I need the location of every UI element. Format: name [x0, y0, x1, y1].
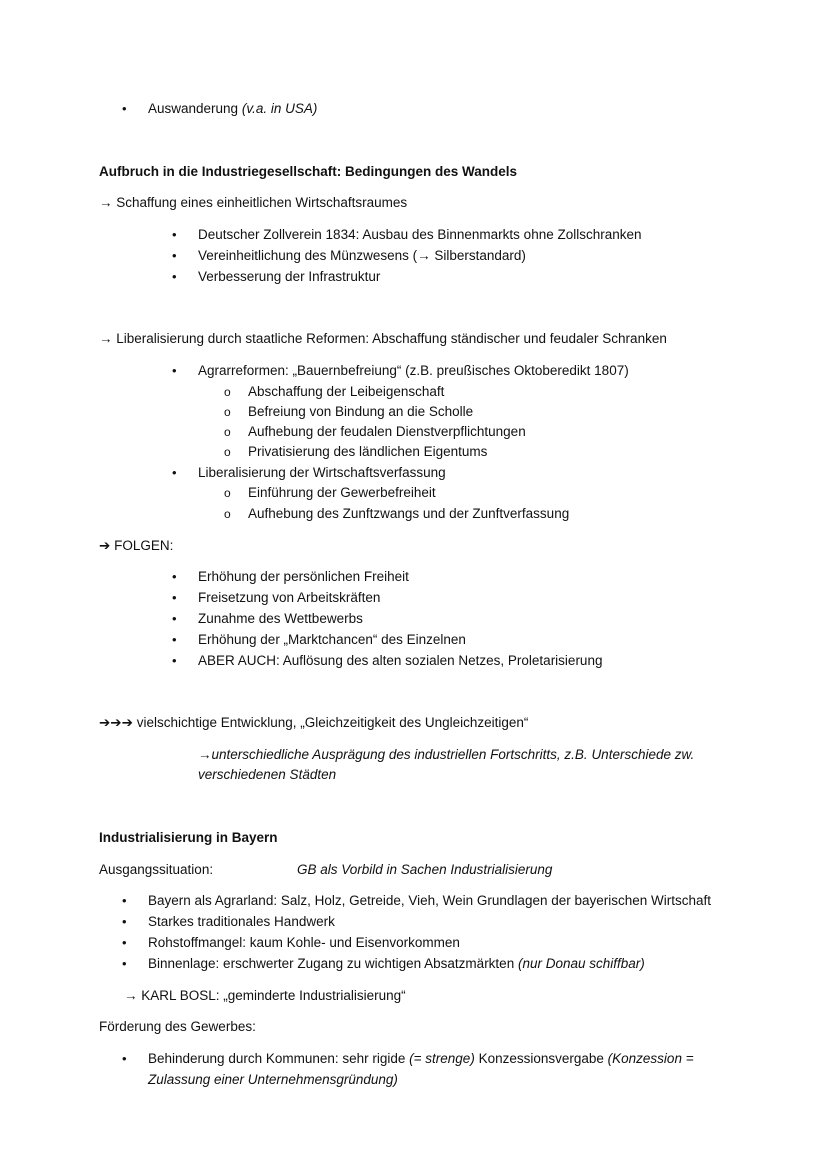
sub-list-item: o Einführung der Gewerbefreiheit [248, 484, 436, 502]
arrow-line-wirtschaftsraum: → Schaffung eines einheitlichen Wirtschaftsraumes [99, 195, 408, 210]
list-item: • ABER AUCH: Auflösung des alten sozialen Netzes, Proletarisierung [198, 652, 602, 670]
list-item: • Starkes traditionales Handwerk [148, 913, 335, 931]
bold-arrow-icon: ➔ [99, 538, 111, 553]
section-heading-bayern: Industrialisierung in Bayern [99, 830, 278, 845]
text-part-italic: (= strenge) [409, 1051, 475, 1066]
section-heading-industriegesellschaft: Aufbruch in die Industriegesellschaft: Bedingungen des Wandels [99, 164, 518, 179]
list-item-continuation: Zulassung einer Unternehmensgründung) [148, 1072, 398, 1087]
sub-list-item: o Aufhebung des Zunftzwangs und der Zunftverfassung [248, 505, 569, 523]
note-line-2: verschiedenen Städten [198, 767, 337, 782]
list-item: • Verbesserung der Infrastruktur [198, 268, 380, 286]
list-item [148, 955, 645, 973]
list-item-wirtschaftsverfassung: • Liberalisierung der Wirtschaftsverfassung [198, 464, 446, 482]
sub-list-item: o Abschaffung der Leibeigenschaft [248, 383, 444, 401]
situation-label: Ausgangssituation: [99, 862, 214, 877]
bosl-line: → KARL BOSL: „geminderte Industrialisierung“ [124, 988, 406, 1003]
triple-arrow-line [99, 714, 528, 732]
folgen-text: FOLGEN: [114, 538, 174, 553]
list-item-agrarreformen: • Agrarreformen: „Bauernbefreiung“ (z.B. preußisches Oktoberedikt 1807) [198, 362, 629, 380]
triple-arrow-text: vielschichtige Entwicklung, „Gleichzeitigkeit des Ungleichzeitigen“ [132, 715, 529, 730]
bullet-auswanderung [148, 100, 317, 118]
list-item: • Erhöhung der „Marktchancen“ des Einzelnen [198, 631, 466, 649]
list-item-behinderung [148, 1050, 694, 1068]
foerderung-label: Förderung des Gewerbes: [99, 1019, 256, 1034]
arrow-line-liberalisierung: → Liberalisierung durch staatliche Reformen: Abschaffung ständischer und feudaler Schranken [99, 331, 667, 346]
list-item: • Zunahme des Wettbewerbs [198, 610, 363, 628]
list-item-text: Binnenlage: erschwerter Zugang zu wichtigen Absatzmärkten [148, 956, 518, 971]
sub-list-item: o Privatisierung des ländlichen Eigentums [248, 443, 487, 461]
list-item: • Bayern als Agrarland: Salz, Holz, Getreide, Vieh, Wein Grundlagen der bayerischen Wirtschaft [148, 892, 711, 910]
sub-list-item: o Aufhebung der feudalen Dienstverpflichtungen [248, 423, 526, 441]
text-part-italic: (Konzession = [607, 1051, 694, 1066]
situation-value: GB als Vorbild in Sachen Industrialisierung [297, 862, 553, 877]
list-item: • Freisetzung von Arbeitskräften [198, 589, 380, 607]
text-part: Konzessionsvergabe [474, 1051, 608, 1066]
bullet-text: Auswanderung [148, 101, 242, 116]
text-part: Behinderung durch Kommunen: sehr rigide [148, 1051, 410, 1066]
bullet-note: (v.a. in USA) [241, 101, 318, 116]
list-item: • Deutscher Zollverein 1834: Ausbau des Binnenmarkts ohne Zollschranken [198, 226, 642, 244]
list-item: • Rohstoffmangel: kaum Kohle- und Eisenvorkommen [148, 934, 460, 952]
folgen-label [99, 537, 173, 555]
list-item-note: (nur Donau schiffbar) [517, 956, 645, 971]
triple-arrow-icon: ➔➔➔ [99, 715, 133, 730]
sub-list-item: o Befreiung von Bindung an die Scholle [248, 403, 473, 421]
list-item: • Vereinheitlichung des Münzwesens (→ Silberstandard) [198, 247, 526, 265]
note-line-1: →unterschiedliche Ausprägung des industriellen Fortschritts, z.B. Unterschiede zw. [198, 747, 695, 762]
list-item: • Erhöhung der persönlichen Freiheit [198, 568, 409, 586]
